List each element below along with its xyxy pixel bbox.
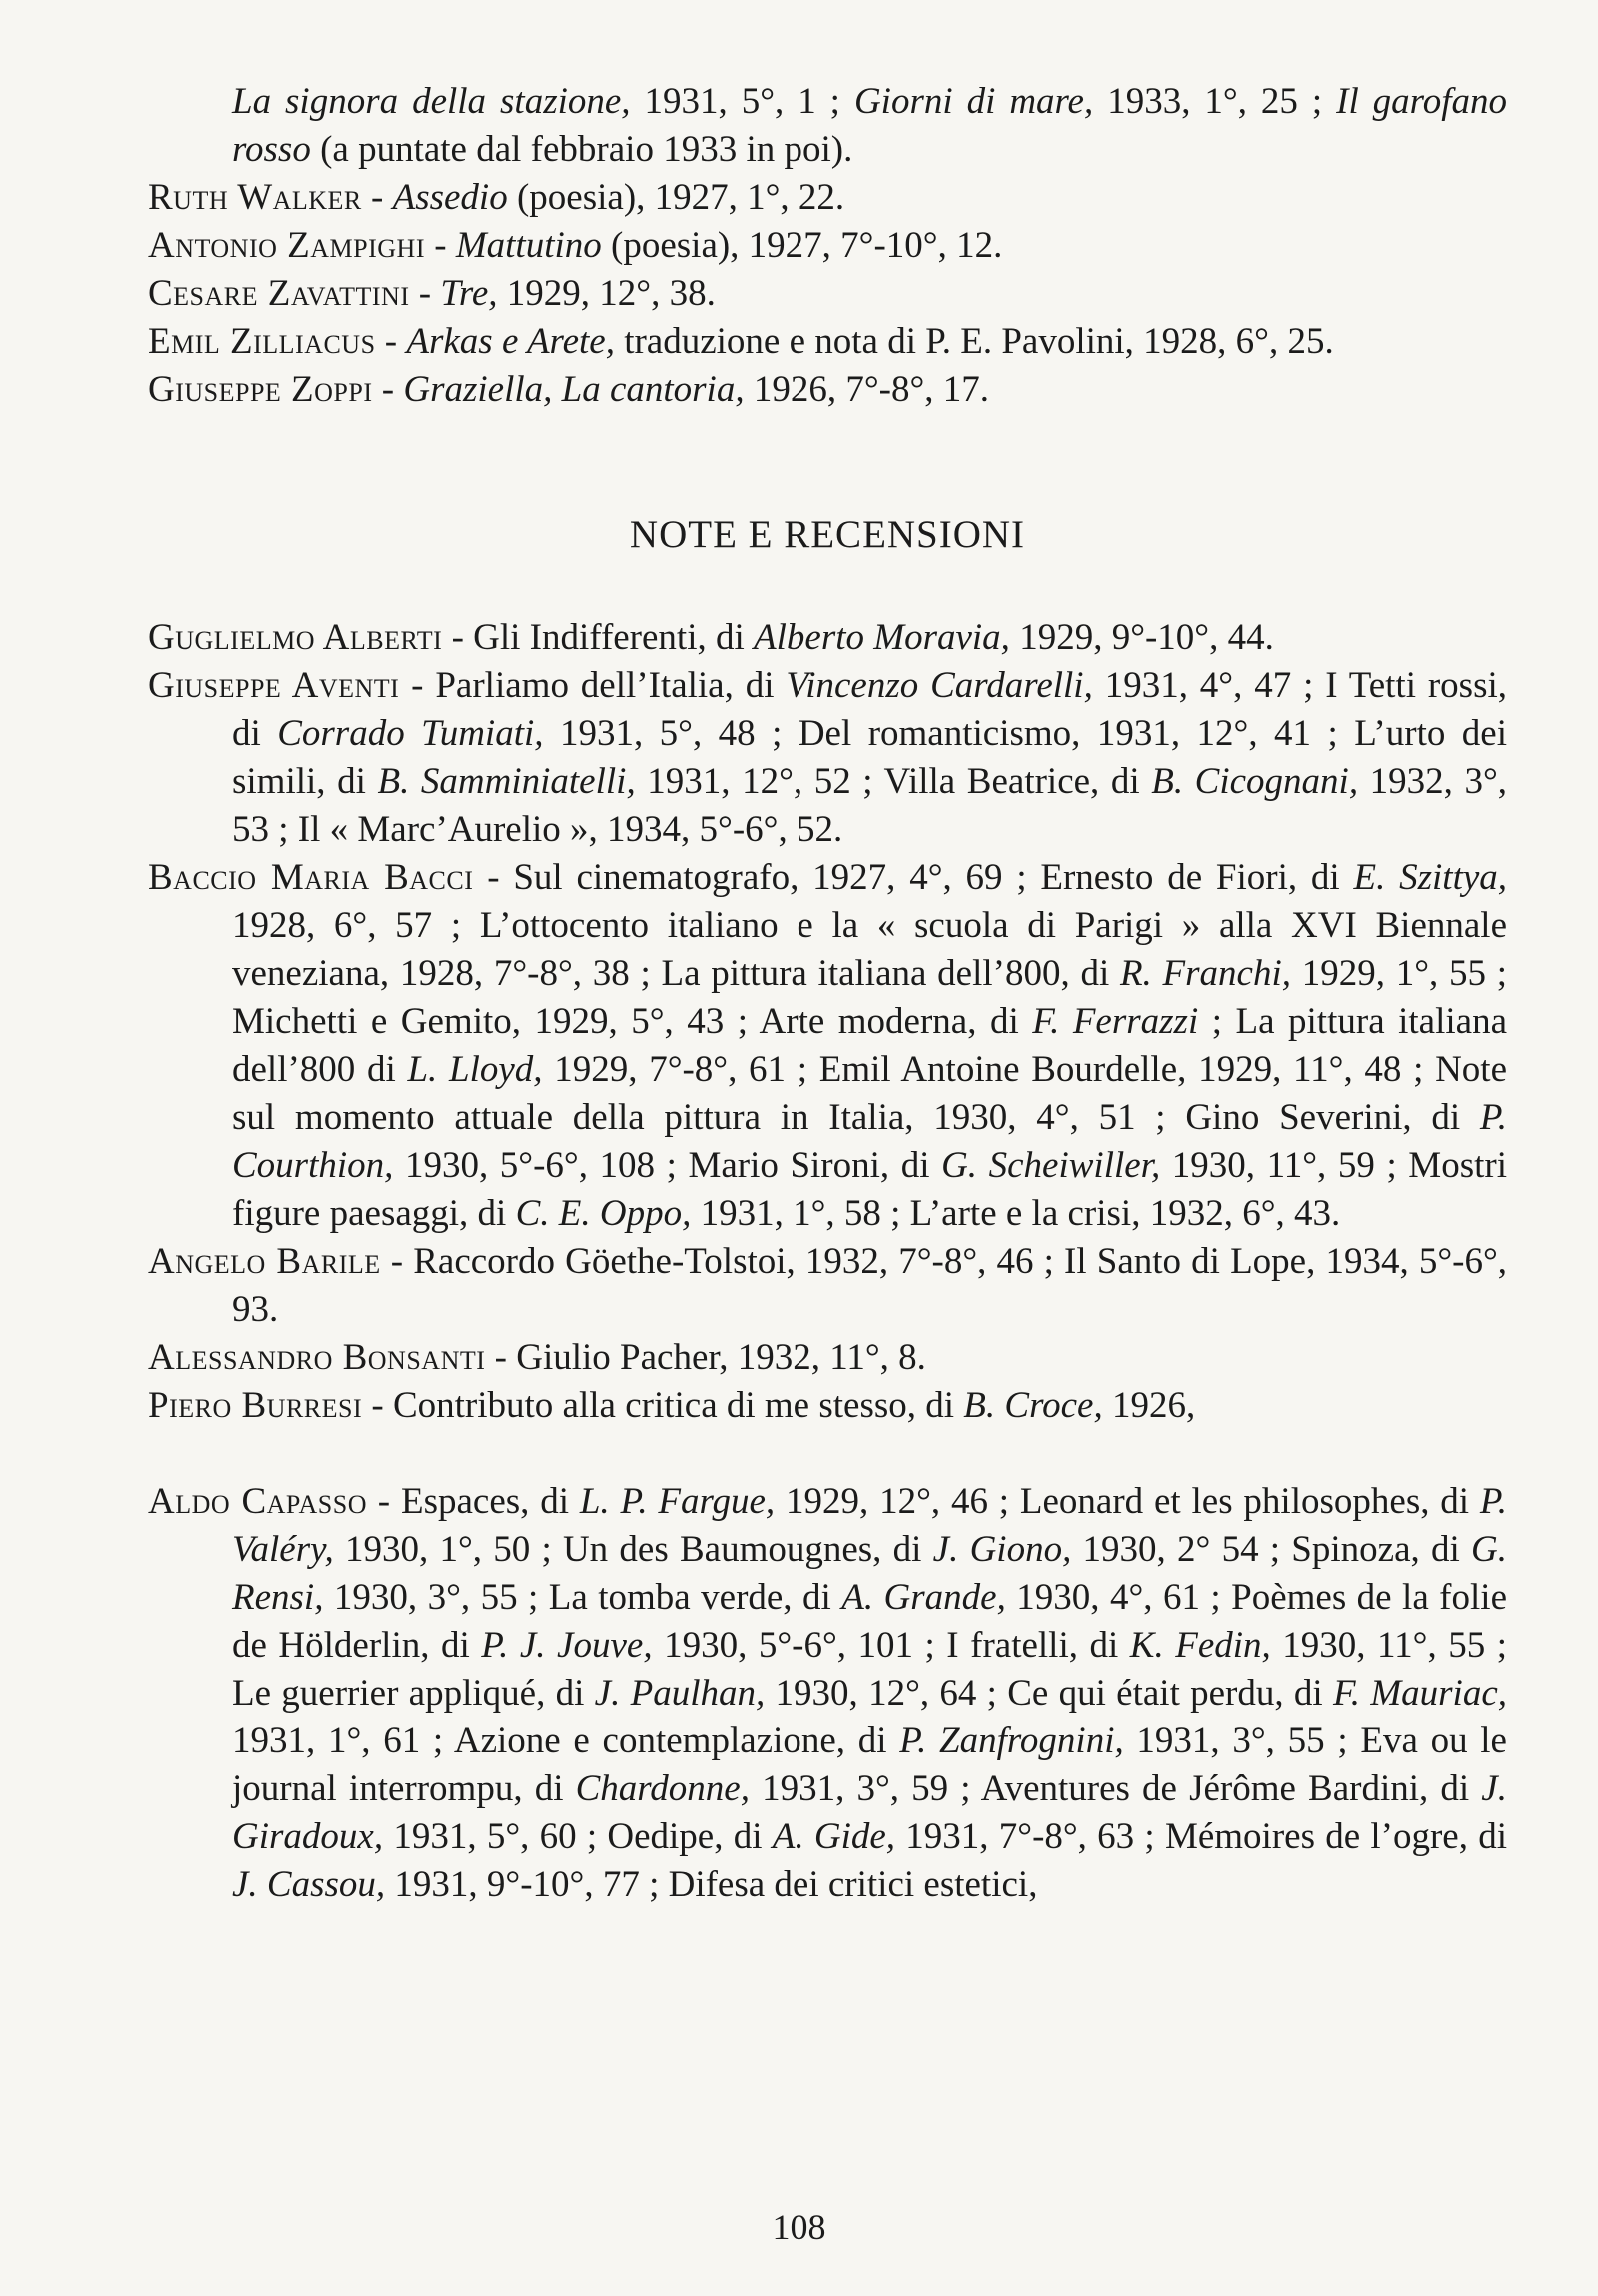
bibliography-entry	[148, 270, 1507, 318]
bibliography-entry	[148, 222, 1507, 270]
notes-list-continued	[148, 1478, 1507, 1909]
bibliography-entry	[148, 366, 1507, 414]
entry-works: Graziella, La cantoria, 1926, 7°-8°, 17.	[403, 369, 990, 410]
entry-author: Alessandro Bonsanti	[148, 1337, 486, 1378]
entry-works: Tre, 1929, 12°, 38.	[440, 273, 716, 314]
entry-author: Angelo Barile	[148, 1241, 381, 1282]
entry-separator: -	[380, 1241, 414, 1282]
entry-works: Sul cinematografo, 1927, 4°, 69 ; Ernesto de Fiori, di E. Szittya, 1928, 6°, 57 ; L’ottocento italiano e la « scuola di Parigi » alla XVI Biennale veneziana, 1928, 7°-8°, 38 ; La pittura italiana dell’800, di R. Franchi, 1929, 1°, 55 ; Michetti e Gemito, 1929, 5°, 43 ; Arte moderna, di F. Ferrazzi ; La pittura italiana dell’800 di L. Lloyd, 1929, 7°-8°, 61 ; Emil Antoine Bourdelle, 1929, 11°, 48 ; Note sul momento attuale della pittura in Italia, 1930, 4°, 51 ; Gino Severini, di P. Courthion, 1930, 5°-6°, 108 ; Mario Sironi, di G. Scheiwiller, 1930, 11°, 59 ; Mostri figure paesaggi, di C. E. Oppo, 1931, 1°, 58 ; L’arte e la crisi, 1932, 6°, 43.	[232, 857, 1508, 1234]
section-heading: NOTE E RECENSIONI	[629, 513, 1026, 556]
entry-works: Mattutino (poesia), 1927, 7°-10°, 12.	[455, 225, 1003, 266]
entry-author: Cesare Zavattini	[148, 273, 410, 314]
entry-works: Assedio (poesia), 1927, 1°, 22.	[392, 177, 845, 218]
entry-works: Giulio Pacher, 1932, 11°, 8.	[516, 1337, 926, 1378]
entry-works: La signora della stazione, 1931, 5°, 1 ; Giorni di mare, 1933, 1°, 25 ; Il garofano rosso (a puntate dal febbraio 1933 in poi).	[232, 81, 1507, 170]
entry-separator: -	[372, 369, 404, 410]
entry-works: Raccordo Göethe-Tolstoi, 1932, 7°-8°, 46 ; Il Santo di Lope, 1934, 5°-6°, 93.	[232, 1241, 1507, 1330]
entry-separator: -	[485, 1337, 517, 1378]
entry-separator: -	[362, 1385, 393, 1426]
entry-author: Guglielmo Alberti	[148, 617, 443, 658]
bibliography-entry	[148, 1238, 1507, 1334]
bibliography-entry	[148, 318, 1507, 366]
entry-separator: -	[399, 665, 436, 706]
bibliography-entry	[148, 614, 1507, 662]
entry-author: Giuseppe Aventi	[148, 665, 400, 706]
entry-author: Piero Burresi	[148, 1385, 363, 1426]
entry-separator: -	[424, 225, 456, 266]
entry-works: Espaces, di L. P. Fargue, 1929, 12°, 46 ; Leonard et les philosophes, di P. Valéry, 1930, 1°, 50 ; Un des Baumougnes, di J. Giono, 1930, 2° 54 ; Spinoza, di G. Rensi, 1930, 3°, 55 ; La tomba verde, di A. Grande, 1930, 4°, 61 ; Poèmes de la folie de Hölderlin, di P. J. Jouve, 1930, 5°-6°, 101 ; I fratelli, di K. Fedin, 1930, 11°, 55 ; Le guerrier appliqué, di J. Paulhan, 1930, 12°, 64 ; Ce qui était perdu, di F. Mauriac, 1931, 1°, 61 ; Azione e contemplazione, di P. Zanfrognini, 1931, 3°, 55 ; Eva ou le journal interrompu, di Chardonne, 1931, 3°, 59 ; Aventures de Jérôme Bardini, di J. Giradoux, 1931, 5°, 60 ; Oedipe, di A. Gide, 1931, 7°-8°, 63 ; Mémoires de l’ogre, di J. Cassou, 1931, 9°-10°, 77 ; Difesa dei critici estetici,	[232, 1481, 1508, 1905]
entry-separator: -	[473, 857, 514, 898]
entry-works: Parliamo dell’Italia, di Vincenzo Cardarelli, 1931, 4°, 47 ; I Tetti rossi, di Corrado Tumiati, 1931, 5°, 48 ; Del romanticismo, 1931, 12°, 41 ; L’urto dei simili, di B. Samminiatelli, 1931, 12°, 52 ; Villa Beatrice, di B. Cicognani, 1932, 3°, 53 ; Il « Marc’Aurelio », 1934, 5°-6°, 52.	[232, 665, 1508, 850]
entry-works: Contributo alla critica di me stesso, di B. Croce, 1926,	[392, 1385, 1196, 1426]
bibliography-entry	[148, 1382, 1507, 1430]
entry-separator: -	[361, 177, 393, 218]
blank-gap	[148, 1430, 1507, 1478]
bibliography-entry	[148, 1478, 1507, 1909]
bibliography-entry	[148, 78, 1507, 174]
bibliography-entry	[148, 854, 1507, 1238]
bibliography-entry	[148, 662, 1507, 854]
entry-author: Emil Zilliacus	[148, 321, 376, 362]
entry-works: Arkas e Arete, traduzione e nota di P. E. Pavolini, 1928, 6°, 25.	[406, 321, 1334, 362]
notes-list	[148, 614, 1507, 1430]
entry-author: Antonio Zampighi	[148, 225, 425, 266]
entry-separator: -	[409, 273, 441, 314]
entry-separator: -	[442, 617, 474, 658]
entry-separator: -	[366, 1481, 401, 1522]
page-number: 108	[772, 2207, 826, 2247]
entry-author: Giuseppe Zoppi	[148, 369, 373, 410]
page-body	[148, 78, 1507, 1909]
entry-separator: -	[375, 321, 407, 362]
bibliography-entry	[148, 1334, 1507, 1382]
entry-author: Aldo Capasso	[148, 1481, 367, 1522]
bibliography-entry	[148, 174, 1507, 222]
entry-author: Ruth Walker	[148, 177, 362, 218]
entry-author: Baccio Maria Bacci	[148, 857, 474, 898]
entry-works: Gli Indifferenti, di Alberto Moravia, 1929, 9°-10°, 44.	[473, 617, 1274, 658]
bibliography-list	[148, 78, 1507, 414]
